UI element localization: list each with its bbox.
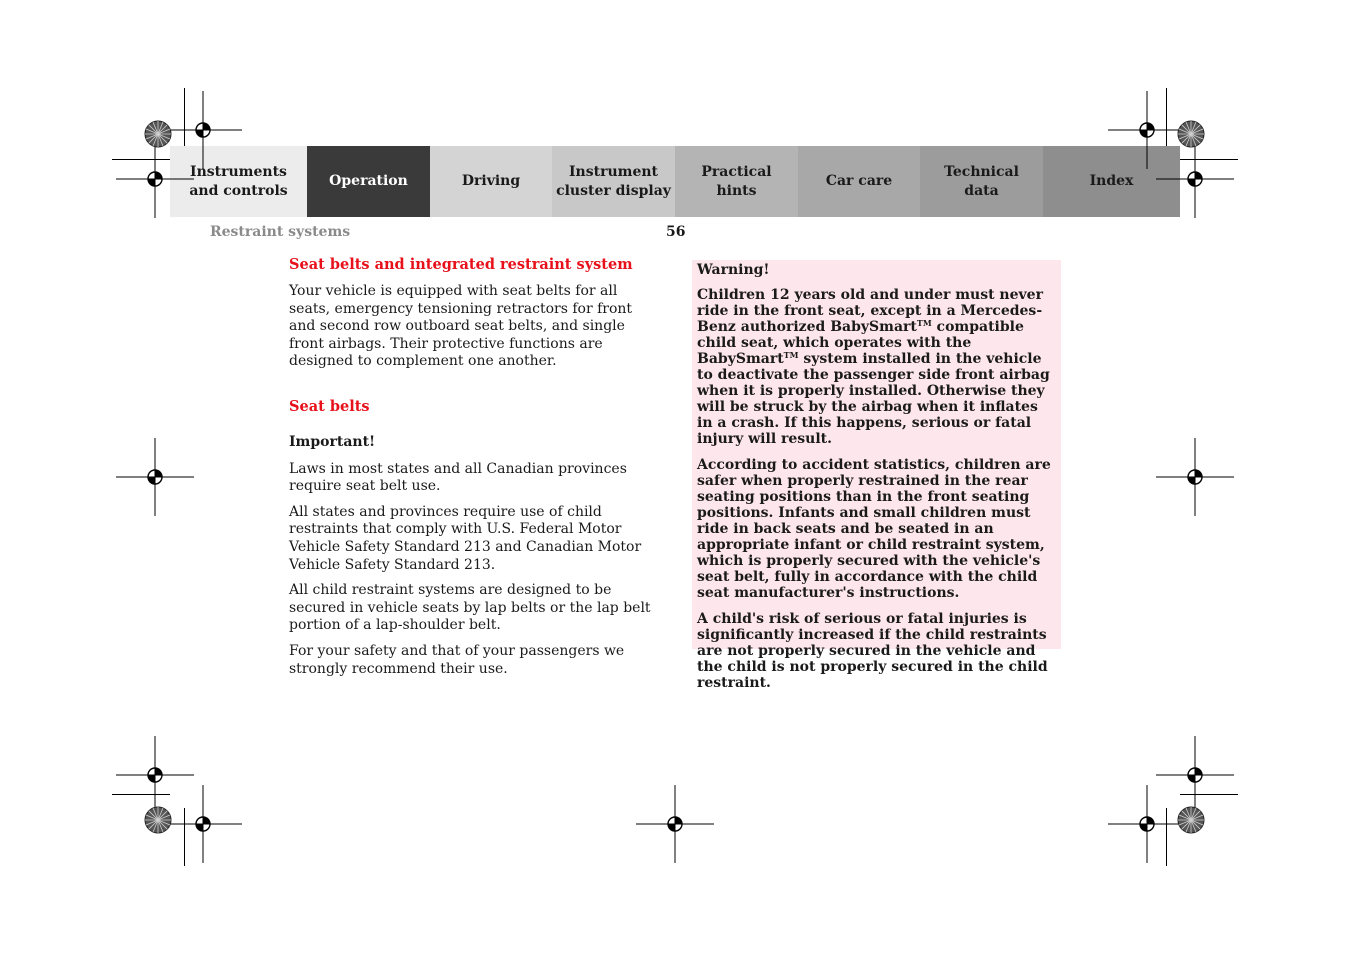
registration-target-icon — [116, 438, 194, 516]
registration-target-icon — [164, 785, 242, 863]
tab-label: Technical data — [944, 163, 1019, 199]
registration-target-icon — [1156, 736, 1234, 814]
registration-target-icon — [636, 785, 714, 863]
warning-paragraph: Children 12 years old and under must never ride in the front seat, except in a Mercedes-Benz authorized BabySmart™ compatible child seat, which operates with the BabySmart™ system installed in the vehicle to deactivate the passenger side front airbag when it is properly installed. Otherwise they will be struck by the airbag when it inflates in a crash. If this happens, serious or fatal injury will result. — [697, 287, 1050, 447]
page-number: 56 — [666, 224, 686, 240]
important-label: Important! — [289, 433, 376, 450]
color-starburst-icon — [1178, 807, 1204, 833]
subsection-heading: Seat belts — [289, 397, 370, 415]
registration-target-icon — [1108, 785, 1186, 863]
tab-label: Car care — [825, 173, 893, 189]
trademark-sup: TM — [916, 318, 932, 328]
trademark-sup: TM — [783, 350, 799, 360]
color-starburst-icon — [145, 121, 171, 147]
tab-label: Driving — [461, 173, 521, 189]
section-title: Restraint systems — [210, 224, 351, 240]
registration-target-icon — [1156, 140, 1234, 218]
tab-label: Instruments and controls — [189, 163, 288, 199]
body-paragraph: All child restraint systems are designed to be secured in vehicle seats by lap belts or the lap belt portion of a lap-shoulder belt. — [289, 582, 651, 634]
section-heading: Seat belts and integrated restraint system — [289, 256, 633, 273]
body-paragraph: For your safety and that of your passengers we strongly recommend their use. — [289, 642, 625, 677]
registration-target-icon — [116, 140, 194, 218]
intro-paragraph: Your vehicle is equipped with seat belts for all seats, emergency tensioning retractors for front and second row outboard seat belts, and single front airbags. Their protective functions are designed to complement one another. — [289, 283, 633, 370]
body-paragraph: Laws in most states and all Canadian provinces require seat belt use. — [289, 460, 627, 495]
tab-label: Operation — [329, 173, 408, 189]
registration-target-icon — [1156, 438, 1234, 516]
tab-label: Instrument cluster display — [556, 163, 671, 199]
registration-target-icon — [116, 736, 194, 814]
tab-label: Index — [1089, 173, 1134, 189]
warning-title: Warning! — [697, 262, 770, 278]
tab-label: Practical hints — [701, 163, 772, 199]
warning-paragraph: A child's risk of serious or fatal injuries is significantly increased if the child restraints are not properly secured in the vehicle and the child is not properly secured in the child restraint. — [697, 611, 1048, 691]
warning-paragraph: According to accident statistics, children are safer when properly restrained in the rear seating positions than in the front seating positions. Infants and small children must ride in back seats and be seated in an appropriate infant or child restraint system, which is properly secured with the vehicle's seat belt, fully in accordance with the child seat manufacturer's instructions. — [697, 457, 1051, 601]
color-starburst-icon — [1178, 121, 1204, 147]
color-starburst-icon — [145, 807, 171, 833]
body-paragraph: All states and provinces require use of child restraints that comply with U.S. Federal Motor Vehicle Safety Standard 213 and Canadian Motor Vehicle Safety Standard 213. — [289, 503, 642, 573]
registration-target-icon — [164, 91, 242, 169]
registration-target-icon — [1108, 91, 1186, 169]
